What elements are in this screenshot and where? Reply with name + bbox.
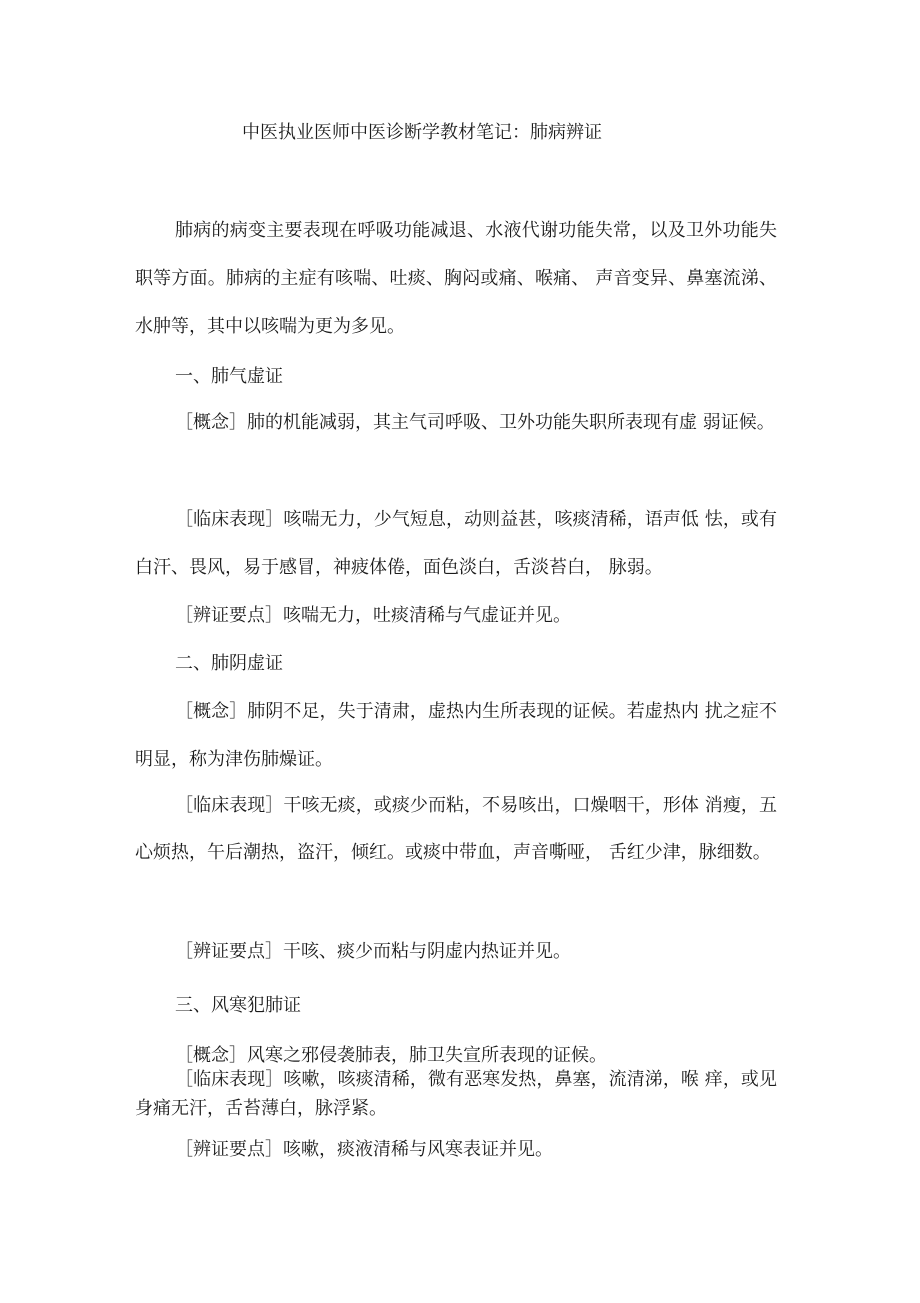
section-3-concept: ［概念］风寒之邪侵袭肺表，肺卫失宣所表现的证候。: [175, 1045, 607, 1066]
intro-paragraph: 肺病的病变主要表现在呼吸功能减退、水液代谢功能失常，以及卫外功能失职等方面。肺病的主症有咳喘、吐痰、胸闷或痛、喉痛、 声音变异、鼻塞流涕、水肿等，其中以咳喘为更为多见。: [135, 220, 777, 337]
section-1-concept: ［概念］肺的机能减弱，其主气司呼吸、卫外功能失职所表现有虚 弱证候。: [175, 412, 775, 433]
section-2-keypoint: ［辨证要点］干咳、痰少而粘与阴虚内热证并见。: [175, 941, 571, 962]
section-1-keypoint: ［辨证要点］咳喘无力，吐痰清稀与气虚证并见。: [175, 605, 571, 626]
section-2-heading: 二、肺阴虚证: [175, 653, 283, 674]
section-3-heading: 三、风寒犯肺证: [175, 995, 301, 1016]
section-2-clinical: ［临床表现］干咳无痰，或痰少而粘，不易咳出，口燥咽干，形体 消瘦，五心烦热，午后潮热，盗汗，倾红。或痰中带血，声音嘶哑， 舌红少津，脉细数。: [135, 795, 777, 863]
page-title: 中医执业医师中医诊断学教材笔记：肺病辨证: [242, 122, 602, 143]
section-3-clinical: ［临床表现］咳嗽，咳痰清稀，微有恶寒发热，鼻塞，流清涕，喉 痒，或见身痛无汗，舌苔薄白，脉浮紧。: [135, 1069, 777, 1119]
section-3-keypoint: ［辨证要点］咳嗽，痰液清稀与风寒表证并见。: [175, 1139, 553, 1160]
section-1-clinical: ［临床表现］咳喘无力，少气短息，动则益甚，咳痰清稀，语声低 怯，或有白汗、畏风，易于感冒，神疲体倦，面色淡白，舌淡苔白， 脉弱。: [135, 509, 777, 578]
section-2-concept: ［概念］肺阴不足，失于清肃，虚热内生所表现的证候。若虚热内 扰之症不明显，称为津伤肺燥证。: [135, 701, 777, 770]
section-1-heading: 一、肺气虚证: [175, 366, 283, 387]
